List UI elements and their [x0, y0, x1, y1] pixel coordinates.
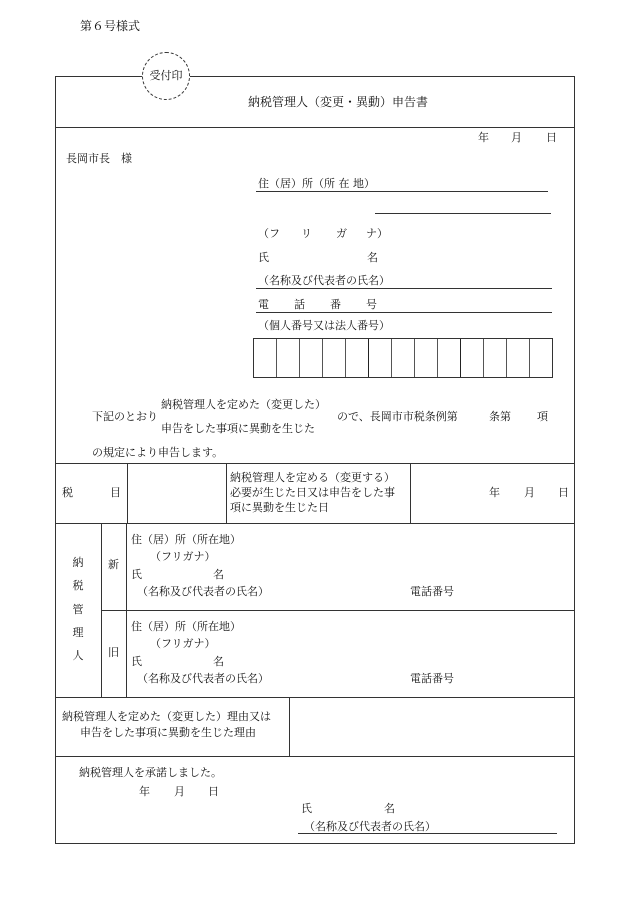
old-corp-name-label: （名称及び代表者の氏名）: [137, 672, 269, 685]
old-phone-label: 電話番号: [410, 672, 454, 685]
id-box[interactable]: [346, 339, 369, 377]
statement-suffix: の規定により申告します。: [92, 446, 224, 459]
id-box[interactable]: [369, 339, 392, 377]
consent-text: 納税管理人を承諾しました。: [79, 766, 222, 779]
statement-prefix: 下記のとおり: [92, 410, 158, 423]
consent-corp-name-label: （名称及び代表者の氏名）: [304, 820, 436, 833]
id-box[interactable]: [277, 339, 300, 377]
reason-label-1: 納税管理人を定めた（変更した）理由又は: [62, 710, 271, 723]
statement-middle: ので、長岡市市税条例第: [337, 410, 458, 423]
stamp-label: 受付印: [149, 68, 183, 82]
consent-name-label-1: 氏: [301, 802, 312, 815]
applicant-address-label: 住（居）所（所 在 地）: [258, 177, 375, 190]
reason-label-2: 申告をした事項に異動を生じた理由: [80, 726, 256, 739]
old-furigana-label: （フリガナ）: [150, 637, 216, 650]
id-box[interactable]: [300, 339, 323, 377]
id-box[interactable]: [507, 339, 530, 377]
statement-article: 条第: [489, 410, 511, 423]
id-box[interactable]: [415, 339, 438, 377]
id-box[interactable]: [461, 339, 484, 377]
statement-clause: 項: [537, 410, 548, 423]
name-line: [256, 288, 552, 289]
furigana-3: ガ: [336, 227, 347, 240]
id-box[interactable]: [530, 339, 552, 377]
tax-date-desc-1: 納税管理人を定める（変更する）: [230, 471, 395, 484]
id-box[interactable]: [484, 339, 507, 377]
address-line: [256, 191, 548, 192]
id-number-boxes[interactable]: [253, 338, 553, 378]
corp-name-label: （名称及び代表者の氏名）: [258, 274, 390, 287]
name-label-1: 氏: [258, 251, 269, 264]
furigana-1: （フ: [258, 227, 280, 240]
new-name-label-1: 氏: [131, 568, 142, 581]
reception-stamp: [142, 52, 190, 100]
date-year: 年: [478, 131, 489, 144]
phone-line: [256, 312, 552, 313]
old-label: 旧: [108, 646, 119, 659]
id-box[interactable]: [254, 339, 277, 377]
tax-day: 日: [558, 486, 569, 499]
new-name-label-2: 名: [213, 568, 224, 581]
consent-year: 年: [139, 785, 150, 798]
furigana-4: ナ）: [366, 227, 388, 240]
statement-option-a: 納税管理人を定めた（変更した）: [161, 398, 326, 411]
manager-label: 納 税 管 理 人: [72, 556, 84, 663]
new-label: 新: [108, 558, 119, 571]
addressee: 長岡市長 様: [66, 152, 132, 165]
consent-name-line: [298, 833, 557, 834]
id-box[interactable]: [438, 339, 461, 377]
consent-day: 日: [208, 785, 219, 798]
id-number-label: （個人番号又は法人番号）: [258, 319, 390, 332]
phone-label-4: 号: [366, 298, 377, 311]
address-line-2: [375, 213, 551, 214]
tax-label-2: 目: [110, 486, 121, 499]
consent-name-label-2: 名: [384, 802, 395, 815]
new-address-label: 住（居）所（所在地）: [131, 533, 241, 546]
phone-label-1: 電: [258, 298, 269, 311]
date-month: 月: [511, 131, 522, 144]
date-day: 日: [546, 131, 557, 144]
old-address-label: 住（居）所（所在地）: [131, 620, 241, 633]
new-furigana-label: （フリガナ）: [150, 550, 216, 563]
old-name-label-1: 氏: [131, 655, 142, 668]
id-box[interactable]: [323, 339, 346, 377]
new-corp-name-label: （名称及び代表者の氏名）: [137, 585, 269, 598]
phone-label-2: 話: [294, 298, 305, 311]
tax-label-1: 税: [62, 486, 73, 499]
form-number: 第６号様式: [80, 19, 141, 33]
statement-option-b: 申告をした事項に異動を生じた: [161, 422, 315, 435]
tax-year: 年: [489, 486, 500, 499]
tax-date-desc-2: 必要が生じた日又は申告をした事: [230, 486, 395, 499]
phone-label-3: 番: [330, 298, 341, 311]
tax-date-desc-3: 項に異動を生じた日: [230, 501, 329, 514]
new-phone-label: 電話番号: [410, 585, 454, 598]
tax-month: 月: [524, 486, 535, 499]
old-name-label-2: 名: [213, 655, 224, 668]
furigana-2: リ: [301, 227, 312, 240]
consent-month: 月: [174, 785, 185, 798]
id-box[interactable]: [392, 339, 415, 377]
form-title: 納税管理人（変更・異動）申告書: [248, 95, 429, 109]
name-label-2: 名: [367, 251, 378, 264]
